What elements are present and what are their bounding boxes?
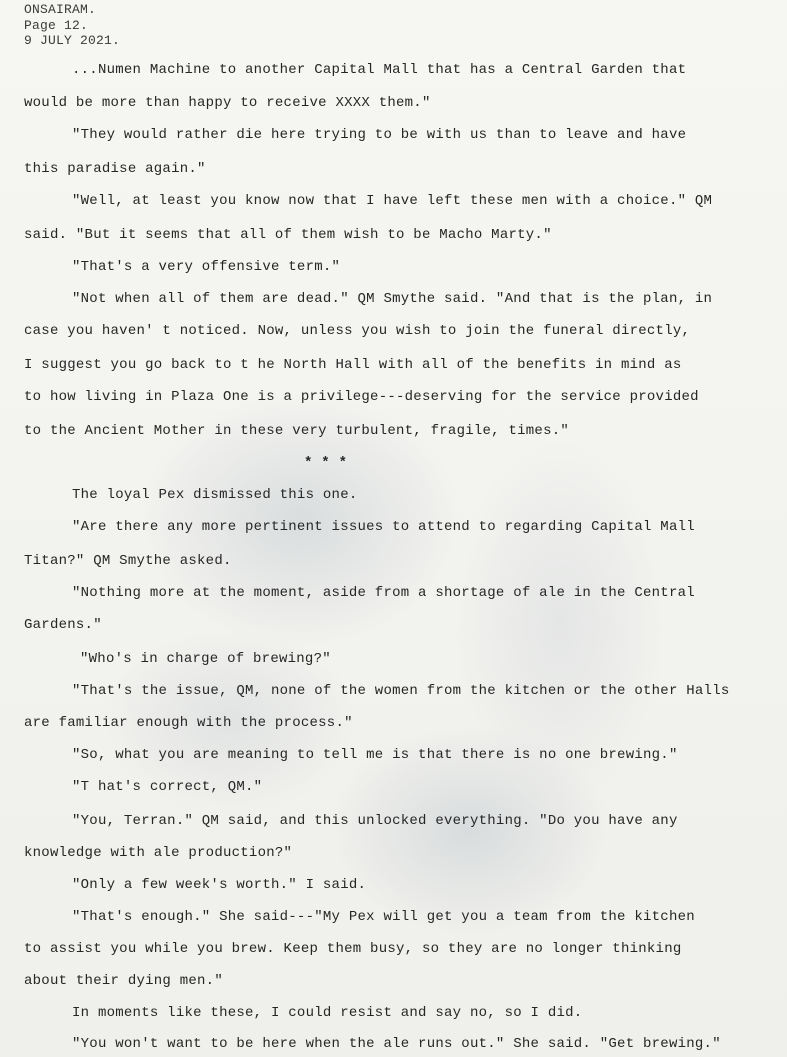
text-line: "Are there any more pertinent issues to attend to regarding Capital Mall (72, 519, 695, 535)
text-line: "You, Terran." QM said, and this unlocked everything. "Do you have any (72, 813, 678, 829)
text-line: I suggest you go back to t he North Hall with all of the benefits in mind as (24, 357, 682, 373)
text-line: "You won't want to be here when the ale runs out." She said. "Get brewing." (72, 1036, 721, 1052)
text-line: "Nothing more at the moment, aside from a shortage of ale in the Central (72, 585, 695, 601)
text-line: case you haven' t noticed. Now, unless you wish to join the funeral directly, (24, 323, 691, 339)
text-line: Titan?" QM Smythe asked. (24, 553, 232, 569)
text-line: "They would rather die here trying to be with us than to leave and have (72, 127, 687, 143)
text-line: "T hat's correct, QM." (72, 779, 263, 795)
text-line: to the Ancient Mother in these very turbulent, fragile, times." (24, 423, 570, 439)
scene-break: * * * (304, 455, 348, 471)
text-line: "That's a very offensive term." (72, 259, 341, 275)
author-line: ONSAIRAM. (24, 2, 97, 17)
text-line: "Who's in charge of brewing?" (80, 651, 331, 667)
text-line: "Not when all of them are dead." QM Smythe said. "And that is the plan, in (72, 291, 713, 307)
text-line: knowledge with ale production?" (24, 845, 293, 861)
text-line: In moments like these, I could resist and say no, so I did. (72, 1005, 583, 1021)
text-line: "Well, at least you know now that I have left these men with a choice." QM (72, 193, 713, 209)
text-line: said. "But it seems that all of them wish to be Macho Marty." (24, 227, 552, 243)
text-line: "That's the issue, QM, none of the women from the kitchen or the other Halls (72, 683, 730, 699)
text-line: Gardens." (24, 617, 102, 633)
text-line: to assist you while you brew. Keep them busy, so they are no longer thinking (24, 941, 682, 957)
text-line: would be more than happy to receive XXXX them." (24, 95, 431, 111)
text-line: "So, what you are meaning to tell me is that there is no one brewing." (72, 747, 678, 763)
date-line: 9 JULY 2021. (24, 33, 121, 48)
page-header (24, 2, 120, 49)
text-line: about their dying men." (24, 973, 223, 989)
page-number: Page 12. (24, 17, 89, 33)
text-line: this paradise again." (24, 161, 206, 177)
text-line: ...Numen Machine to another Capital Mall that has a Central Garden that (72, 62, 687, 78)
text-line: are familiar enough with the process." (24, 715, 353, 731)
text-line: The loyal Pex dismissed this one. (72, 487, 358, 503)
text-line: "That's enough." She said---"My Pex will get you a team from the kitchen (72, 909, 695, 925)
text-line: to how living in Plaza One is a privilege---deserving for the service provided (24, 389, 699, 405)
text-line: "Only a few week's worth." I said. (72, 877, 367, 893)
